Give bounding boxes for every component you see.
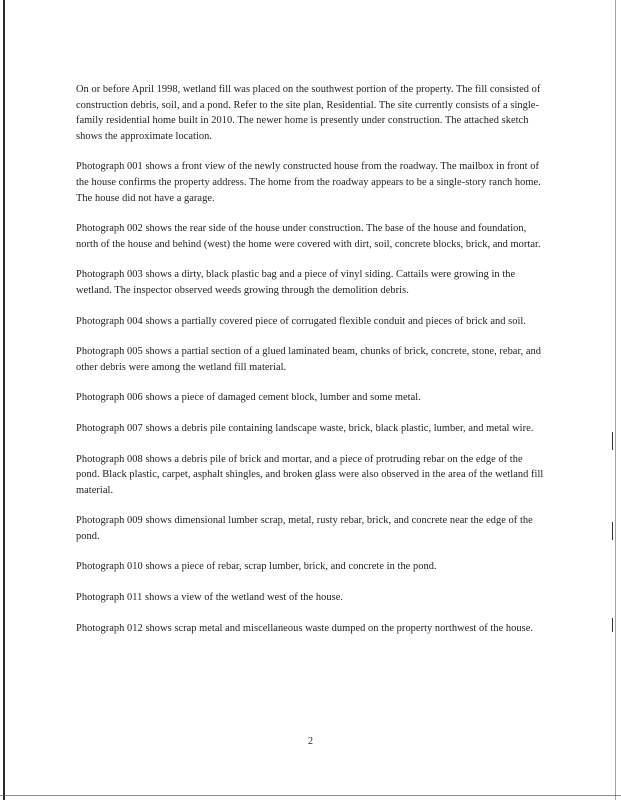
paragraph-photo-012: Photograph 012 shows scrap metal and miscellaneous waste dumped on the property northwest of the house. <box>76 622 534 634</box>
paragraph-photo-006: Photograph 006 shows a piece of damaged cement block, lumber and some metal. <box>76 392 421 404</box>
page-number: 2 <box>308 736 313 747</box>
paragraph-photo-008: Photograph 008 shows a debris pile of brick and mortar, and a piece of protruding rebar on the edge of the pond. Black plastic, carpet, asphalt shingles, and broken glass were also observed in the area of the wetland fill material. <box>76 453 544 496</box>
scan-margin-mark <box>612 522 613 540</box>
document-body <box>76 82 548 651</box>
paragraph-photo-007: Photograph 007 shows a debris pile containing landscape waste, brick, black plastic, lumber, and metal wire. <box>76 422 534 434</box>
paragraph-photo-009: Photograph 009 shows dimensional lumber scrap, metal, rusty rebar, brick, and concrete near the edge of the pond. <box>76 515 533 542</box>
scan-margin-mark <box>612 432 613 450</box>
scan-bottom-edge <box>0 795 621 796</box>
paragraph-photo-003: Photograph 003 shows a dirty, black plastic bag and a piece of vinyl siding. Cattails were growing in the wetland. The inspector observed weeds growing through the demolition debris. <box>76 269 516 296</box>
paragraph-photo-011: Photograph 011 shows a view of the wetland west of the house. <box>76 592 344 604</box>
paragraph-photo-005: Photograph 005 shows a partial section of a glued laminated beam, chunks of brick, concrete, stone, rebar, and other debris were among the wetland fill material. <box>76 346 542 373</box>
paragraph-photo-004: Photograph 004 shows a partially covered piece of corrugated flexible conduit and pieces of brick and soil. <box>76 315 526 327</box>
scan-margin-mark <box>612 618 613 632</box>
scan-right-edge <box>615 0 616 800</box>
scan-left-edge <box>3 0 5 800</box>
paragraph-photo-001: Photograph 001 shows a front view of the newly constructed house from the roadway. The mailbox in front of the house confirms the property address. The home from the roadway appears to be a single-story ranch home. The house did not have a garage. <box>76 161 541 204</box>
paragraph-site-history: On or before April 1998, wetland fill was placed on the southwest portion of the property. The fill consisted of construction debris, soil, and a pond. Refer to the site plan, Residential. The site currently consists of a single-family residential home built in 2010. The newer home is presently under construction. The attached sketch shows the approximate location. <box>76 84 541 142</box>
paragraph-photo-002: Photograph 002 shows the rear side of the house under construction. The base of the house and foundation, north of the house and behind (west) the home were covered with dirt, soil, concrete blocks, brick, and mortar. <box>76 223 541 250</box>
paragraph-photo-010: Photograph 010 shows a piece of rebar, scrap lumber, brick, and concrete in the pond. <box>76 561 437 573</box>
